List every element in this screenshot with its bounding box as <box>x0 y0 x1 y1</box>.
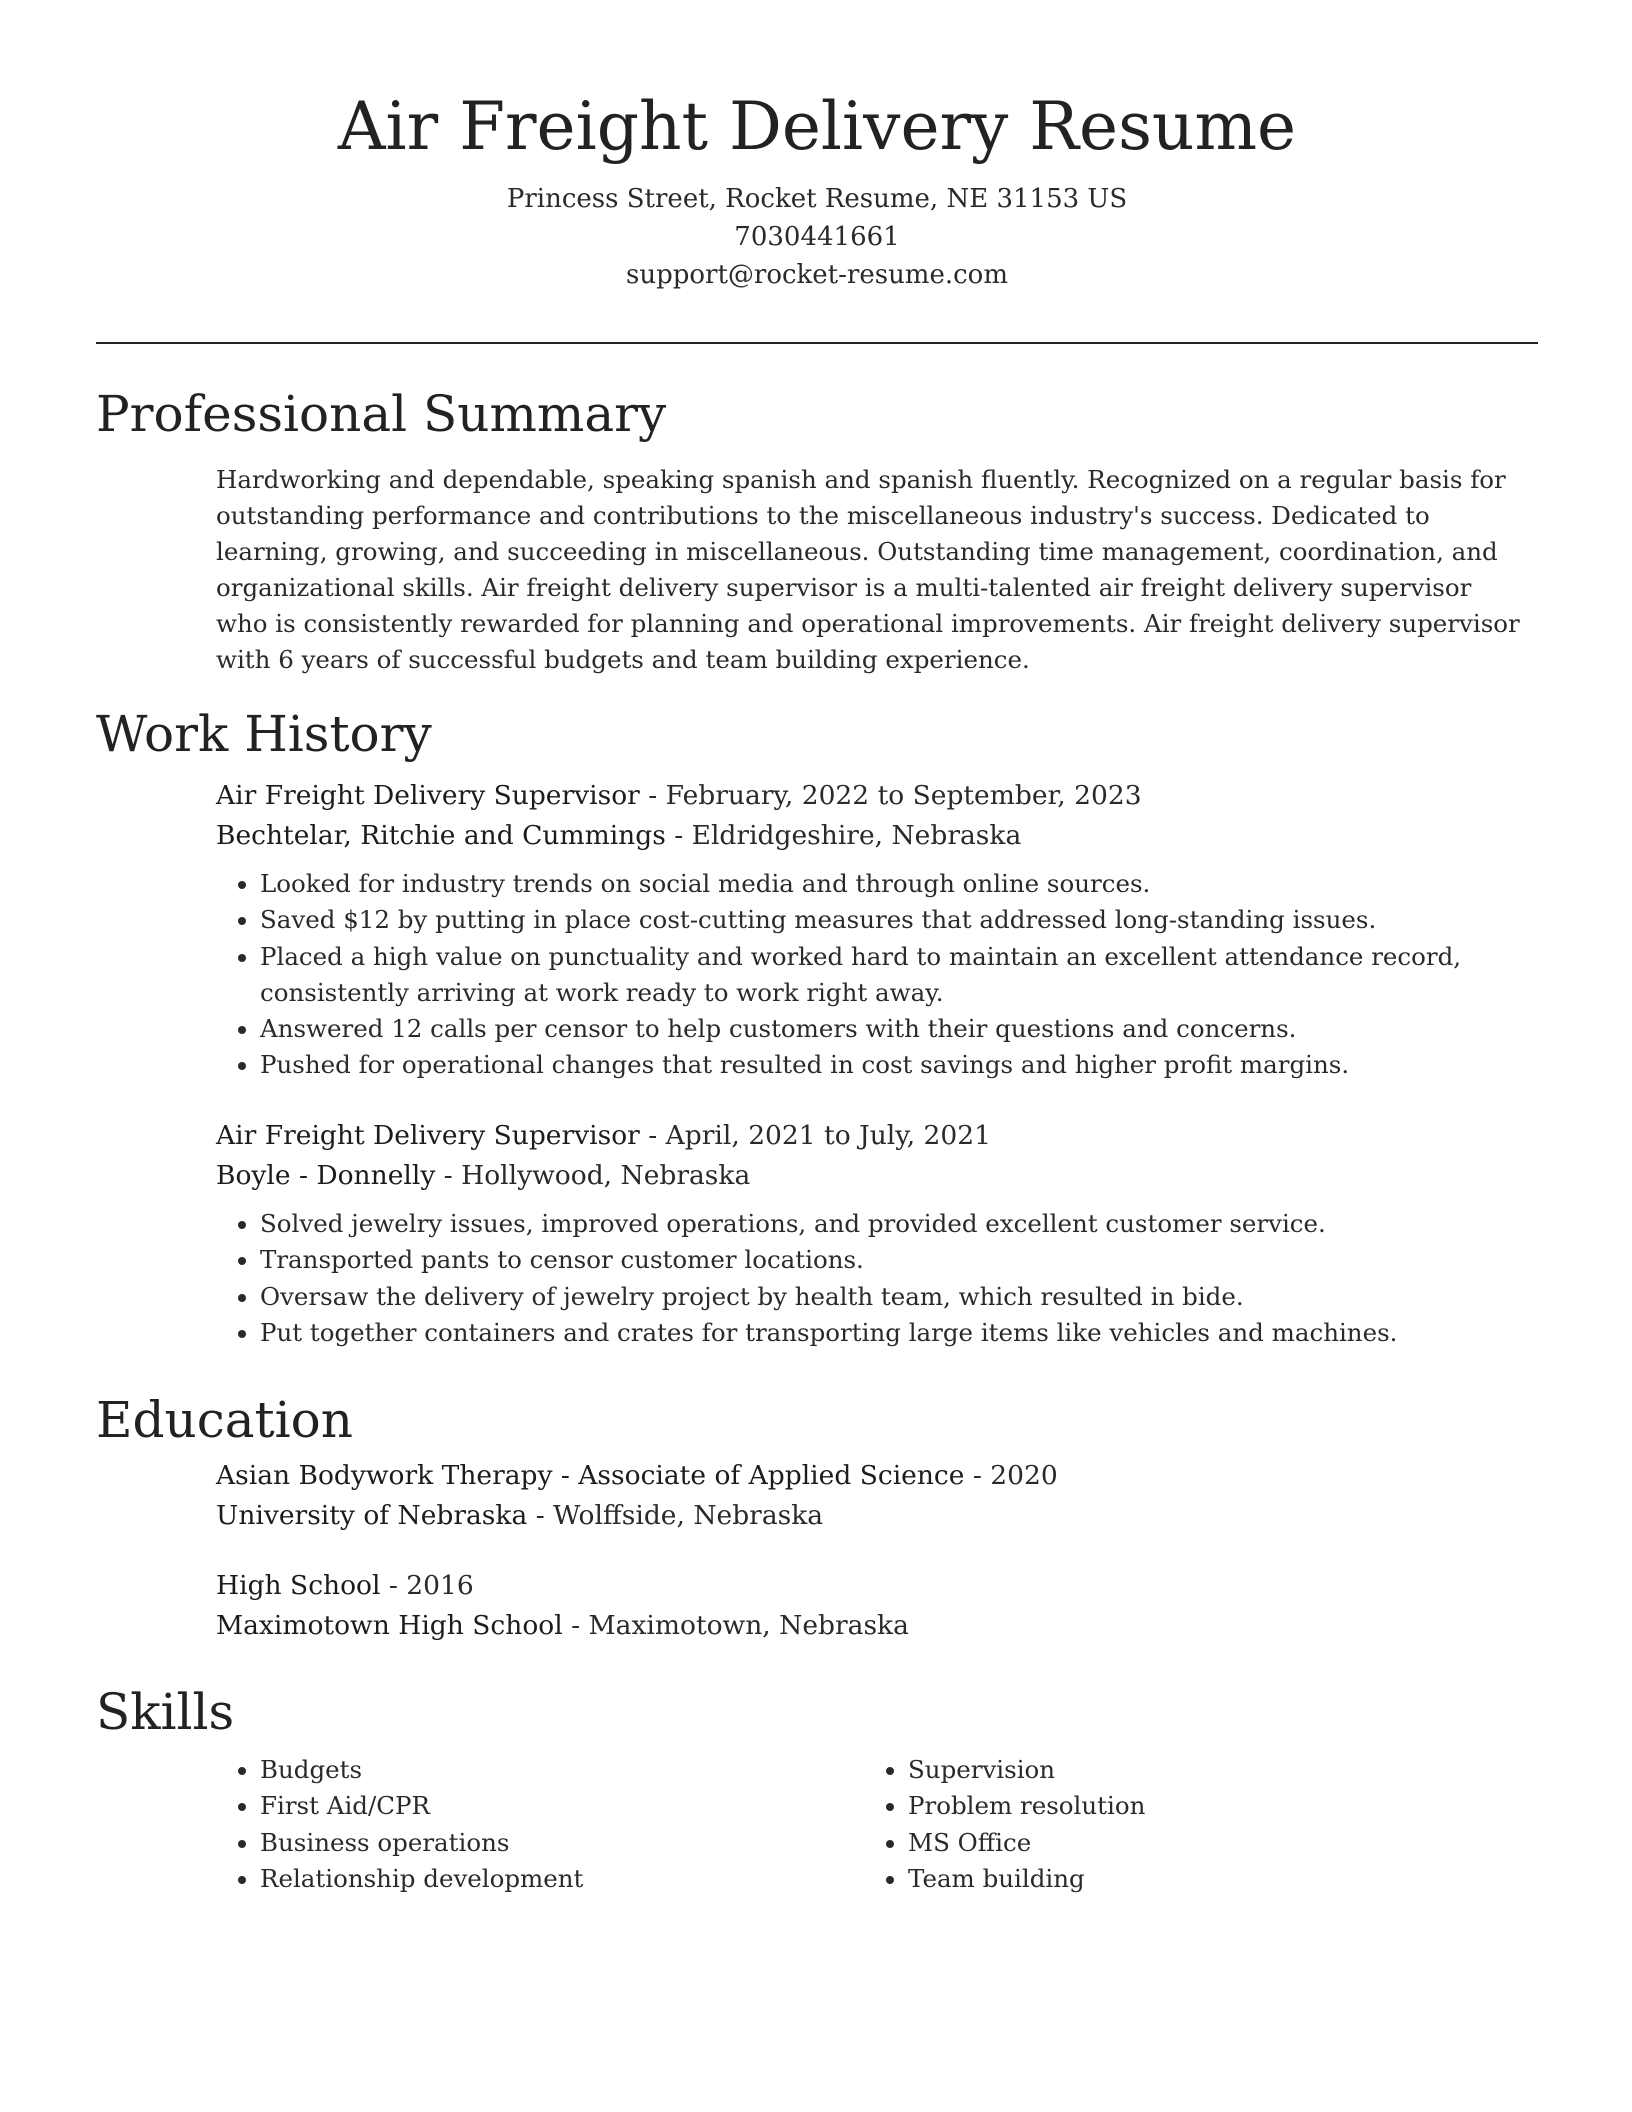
email: support@rocket-resume.com <box>625 260 1008 290</box>
skill-item: • First Aid/CPR <box>260 1788 816 1824</box>
skill-item: • Relationship development <box>260 1861 816 1897</box>
job-location: - Hollywood, Nebraska <box>435 1160 751 1191</box>
list-item: • Answered 12 calls per censor to help customers with their questions and concerns. <box>260 1011 1480 1047</box>
skills-column-right <box>864 1752 1464 1897</box>
skill-item: • Problem resolution <box>908 1788 1464 1824</box>
skill-item: • Business operations <box>260 1825 816 1861</box>
list-item: • Looked for industry trends on social media and through online sources. <box>260 866 1480 902</box>
address: Princess Street, Rocket Resume, NE 31153 US <box>506 184 1128 214</box>
list-item: • Put together containers and crates for transporting large items like vehicles and machines. <box>260 1315 1560 1351</box>
job-company-line <box>216 816 1556 856</box>
job-location: - Eldridgeshire, Nebraska <box>665 820 1022 851</box>
list-item: • Transported pants to censor customer locations. <box>260 1242 1560 1278</box>
list-item: • Pushed for operational changes that resulted in cost savings and higher profit margins. <box>260 1047 1480 1083</box>
phone: 7030441661 <box>734 222 900 252</box>
job-company-line <box>216 1156 1556 1196</box>
degree-year: - 2016 <box>380 1570 474 1601</box>
education-title: Education <box>96 1391 353 1449</box>
list-item: • Saved $12 by putting in place cost-cutting measures that addressed long-standing issues. <box>260 902 1480 938</box>
job-dates: - February, 2022 to September, 2023 <box>639 780 1142 811</box>
summary-title: Professional Summary <box>96 385 667 443</box>
degree-year: - 2020 <box>964 1460 1058 1491</box>
summary-text: Hardworking and dependable, speaking spanish and spanish fluently. Recognized on a regular basis for outstanding performance and contributions to the miscellaneous industry's success. Dedicated to learning, growing, and succeeding in miscellaneous. Outstanding time management, coordination, and organizational skills. Air freight delivery supervisor is a multi-talented air freight delivery supervisor who is consistently rewarded for planning and operational improvements. Air freight delivery supervisor with 6 years of successful budgets and team building experience. <box>216 465 1520 674</box>
job-company: Bechtelar, Ritchie and Cummings <box>216 820 666 851</box>
skills-title: Skills <box>96 1683 235 1741</box>
skill-item: • Budgets <box>260 1752 816 1788</box>
school-line <box>216 1606 1556 1646</box>
job-bullets <box>216 1206 1560 1351</box>
resume-header <box>96 82 1538 294</box>
work-history-title: Work History <box>96 705 432 763</box>
skills-column-left <box>216 1752 816 1897</box>
education-entry <box>216 1566 1556 1646</box>
skill-item: • MS Office <box>908 1825 1464 1861</box>
job-role: Air Freight Delivery Supervisor <box>216 780 640 811</box>
job-entry <box>216 776 1556 1084</box>
job-title-line <box>216 1116 1556 1156</box>
resume-name: Air Freight Delivery Resume <box>337 88 1297 165</box>
job-title-line <box>216 776 1556 816</box>
school: University of Nebraska <box>216 1500 528 1531</box>
school: Maximotown High School <box>216 1610 563 1641</box>
skill-item: • Team building <box>908 1861 1464 1897</box>
school-location: - Wolffside, Nebraska <box>527 1500 824 1531</box>
job-dates: - April, 2021 to July, 2021 <box>639 1120 991 1151</box>
summary-section <box>216 462 1528 678</box>
job-entry <box>216 1116 1556 1351</box>
degree: Asian Bodywork Therapy - Associate of Applied Science <box>216 1460 965 1491</box>
skills-list <box>864 1752 1464 1897</box>
degree-line <box>216 1566 1556 1606</box>
job-bullets <box>216 866 1480 1084</box>
job-company: Boyle - Donnelly <box>216 1160 436 1191</box>
job-role: Air Freight Delivery Supervisor <box>216 1120 640 1151</box>
list-item: • Oversaw the delivery of jewelry project by health team, which resulted in bide. <box>260 1279 1560 1315</box>
degree: High School <box>216 1570 381 1601</box>
degree-line <box>216 1456 1556 1496</box>
list-item: • Placed a high value on punctuality and worked hard to maintain an excellent attendance record, consistently arriving at work ready to work right away. <box>260 939 1480 1012</box>
education-entry <box>216 1456 1556 1536</box>
skills-list <box>216 1752 816 1897</box>
list-item: • Solved jewelry issues, improved operations, and provided excellent customer service. <box>260 1206 1560 1242</box>
header-divider <box>96 342 1538 344</box>
school-location: - Maximotown, Nebraska <box>562 1610 909 1641</box>
skill-item: • Supervision <box>908 1752 1464 1788</box>
school-line <box>216 1496 1556 1536</box>
